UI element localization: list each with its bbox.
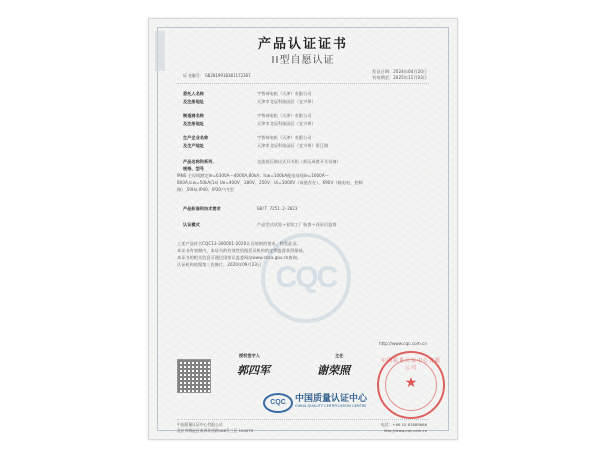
expire-date: 有效期至：2025年11月03日 — [372, 75, 427, 80]
standard-value: GB/T 7251.2-2023 — [257, 206, 298, 211]
director-signature: 谢荣照 — [317, 364, 350, 377]
product-line-2-holder — [183, 166, 257, 172]
factory-address: 天津市北辰科技园区（宜兴埠）景江路 — [257, 143, 329, 148]
certificate-title: 产品认证证书 — [257, 37, 348, 52]
cqc-logo: CQC — [263, 393, 293, 413]
note-line-4: 认证机构依据第三次修订，2020年09月23日 — [177, 262, 262, 267]
certificate-number: GB2019910301172367 — [205, 73, 251, 78]
mode-value: 产品型式试验＋初次工厂检查＋获证后监督 — [257, 222, 337, 227]
footer-address: 北京市海淀区南四环西路188号三区 100070 — [177, 428, 254, 433]
official-red-seal — [377, 351, 445, 419]
certificate-number-row — [183, 73, 251, 79]
factory-address-label: 及生产地址 — [183, 143, 204, 148]
date-block — [372, 69, 427, 81]
product-line-1: 交流低压抽出式开关柜（低压成套开关设备） — [257, 159, 341, 164]
applicant-name-label: 委托人名称 — [183, 91, 204, 96]
maker-address: 天津市北辰科技园区（宜兴埠） — [257, 121, 316, 126]
organization-name: 中国质量认证中心 — [295, 394, 368, 404]
star-icon: ★ — [404, 375, 418, 391]
factory-name: 宇智神电机（天津）有限公司 — [257, 135, 312, 140]
footer-website: http://www.cqc.com.cn — [383, 428, 427, 433]
mode-label: 认证模式 — [183, 222, 200, 227]
product-line-4: 路）,50Hz,IP40；IP30户内型 — [177, 187, 234, 192]
certificate-subtitle: II型自愿认证 — [271, 55, 335, 66]
issue-date: 发证日期：2024年04月20日 — [372, 69, 427, 74]
product-line-3: 800A,Icw=50kA(1s) Ue=400V、380V、250V；Ui=1000V（该值存在）、690V（辅电电、控制 — [177, 180, 363, 185]
organization-name-en: CHINA QUALITY CERTIFICATION CENTRE — [295, 404, 367, 408]
certificate-document — [148, 18, 458, 440]
signer-signature: 郭四军 — [237, 364, 270, 377]
footer-phone: 电话：+86 10 83886666 — [381, 422, 427, 427]
note-line-1: 上述产品符合CQC13-300001-2020认证规则的要求，特发此证。 — [177, 241, 301, 246]
product-line-2-text: MNS 主母线额定Ie=6300A～4000A,80kA；Icw=100kA配电母线Ie=1600A～ — [177, 173, 329, 178]
cqc-watermark: CQC — [261, 233, 351, 323]
qr-code — [177, 359, 211, 393]
maker-address-label: 及注册地址 — [183, 121, 204, 126]
divider — [177, 83, 429, 84]
footer-divider — [177, 419, 429, 420]
website-text: http://www.cqc.com.cn — [379, 341, 427, 346]
signer-label: 授权签字人 — [239, 353, 260, 358]
applicant-address: 天津市北辰科技园区（宜兴埠） — [257, 99, 316, 104]
product-label-2: 规格、型号 — [183, 166, 204, 171]
factory-name-label: 生产企业名称 — [183, 135, 209, 140]
note-line-2: 本证书有效期内，本证书的有效性依据发证机构的定期监督获得保持。 — [177, 248, 307, 253]
certificate-number-label: 证书编号： — [183, 73, 204, 78]
maker-name-label: 制造商名称 — [183, 113, 204, 118]
applicant-address-label: 及注册地址 — [183, 99, 204, 104]
maker-name: 宇智神电机（天津）有限公司 — [257, 113, 312, 118]
applicant-name: 宇智神电机（天津）有限公司 — [257, 91, 312, 96]
standard-label: 产品标准和技术要求 — [183, 206, 221, 211]
note-line-3: 本证书的相关信息可通过国家认监委网站www.cnca.gov.cn查询。 — [177, 255, 301, 260]
seal-text: 中国质量认证中心有限公司 — [380, 358, 441, 371]
product-label: 产品名称和系列、 — [183, 159, 217, 164]
footer-org: 中国质量认证中心有限公司 — [177, 422, 223, 427]
director-label: 主任 — [335, 353, 344, 358]
